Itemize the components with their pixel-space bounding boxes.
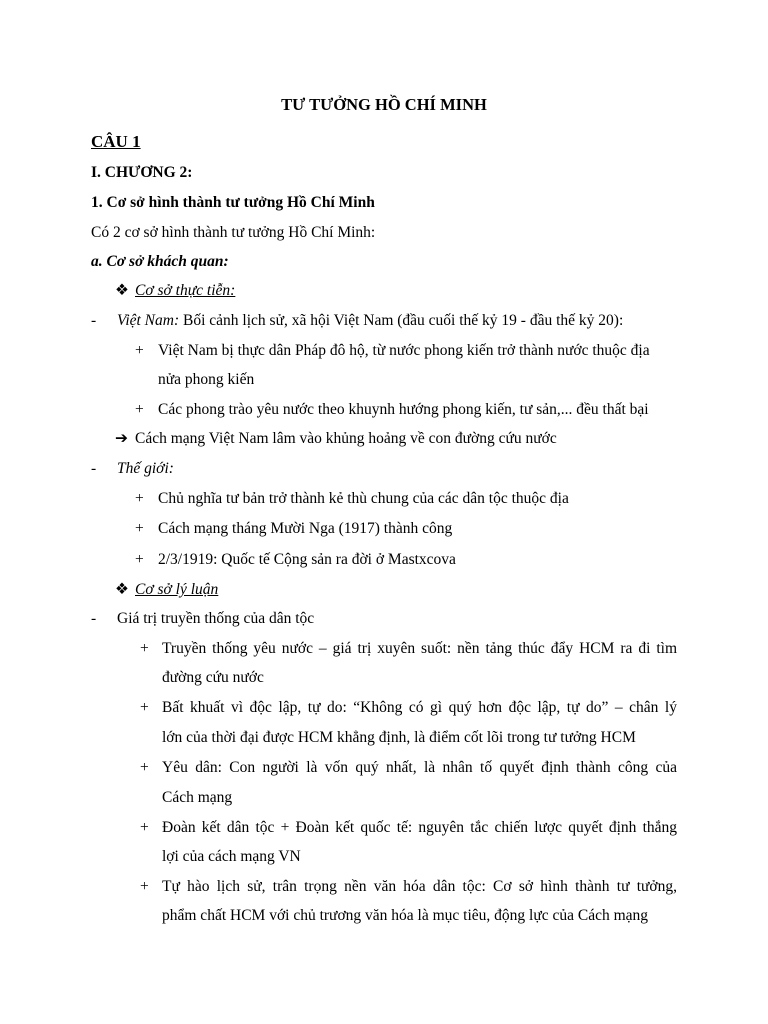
list-item: Các phong trào yêu nước theo khuynh hướng phong kiến, tư sản,... đều thất bại — [158, 401, 649, 418]
list-item-continuation: nửa phong kiến — [158, 371, 255, 388]
plus-bullet-icon: + — [140, 759, 149, 776]
diamond-bullet-icon: ❖ — [115, 282, 129, 299]
dash-bullet-icon: - — [91, 610, 97, 627]
practical-basis-heading: Cơ sở thực tiễn: — [135, 282, 236, 299]
list-item: Cách mạng tháng Mười Nga (1917) thành công — [158, 520, 453, 537]
list-item-continuation: đường cứu nước — [162, 669, 264, 686]
list-item: Bất khuất vì độc lập, tự do: “Không có gì quý hơn độc lập, tự do” – chân lý — [162, 699, 677, 716]
list-item: 2/3/1919: Quốc tế Cộng sản ra đời ở Mastxcova — [158, 551, 456, 568]
diamond-bullet-icon: ❖ — [115, 581, 129, 598]
list-item-continuation: Cách mạng — [162, 789, 233, 806]
list-item: Chủ nghĩa tư bản trở thành kẻ thù chung của các dân tộc thuộc địa — [158, 490, 569, 507]
list-item: Giá trị truyền thống của dân tộc — [117, 610, 315, 627]
question-heading: CÂU 1 — [91, 132, 141, 151]
plus-bullet-icon: + — [135, 520, 144, 537]
list-item-continuation: lớn của thời đại được HCM khẳng định, là điểm cốt lõi trong tư tưởng HCM — [162, 729, 636, 746]
plus-bullet-icon: + — [135, 551, 144, 568]
subsection-heading: a. Cơ sở khách quan: — [91, 253, 229, 270]
plus-bullet-icon: + — [135, 401, 144, 418]
vietnam-label: Việt Nam: — [117, 312, 180, 329]
dash-bullet-icon: - — [91, 312, 97, 329]
list-item — [117, 311, 623, 331]
plus-bullet-icon: + — [140, 819, 149, 836]
dash-bullet-icon: - — [91, 460, 97, 477]
list-item-continuation: lợi của cách mạng VN — [162, 848, 301, 865]
list-item: Yêu dân: Con người là vốn quý nhất, là nhân tố quyết định thành công của — [162, 759, 677, 776]
conclusion-text: Cách mạng Việt Nam lâm vào khủng hoảng về con đường cứu nước — [135, 430, 557, 447]
list-item-continuation: phẩm chất HCM với chủ trương văn hóa là mục tiêu, động lực của Cách mạng — [162, 907, 649, 924]
plus-bullet-icon: + — [140, 699, 149, 716]
theoretical-basis-heading: Cơ sở lý luận — [135, 581, 219, 598]
vietnam-text: Bối cảnh lịch sử, xã hội Việt Nam (đầu cuối thế kỷ 19 - đầu thế kỷ 20): — [179, 312, 624, 329]
plus-bullet-icon: + — [140, 878, 149, 895]
plus-bullet-icon: + — [140, 640, 149, 657]
section-heading: 1. Cơ sở hình thành tư tưởng Hồ Chí Minh — [91, 194, 375, 211]
world-label: Thế giới: — [117, 460, 174, 477]
list-item: Đoàn kết dân tộc + Đoàn kết quốc tế: nguyên tắc chiến lược quyết định thắng — [162, 819, 677, 836]
list-item: Việt Nam bị thực dân Pháp đô hộ, từ nước phong kiến trở thành nước thuộc địa — [158, 342, 650, 359]
chapter-heading: I. CHƯƠNG 2: — [91, 164, 193, 181]
list-item: Tự hào lịch sử, trân trọng nền văn hóa dân tộc: Cơ sở hình thành tư tưởng, — [162, 878, 677, 895]
arrow-right-icon: ➔ — [115, 430, 128, 447]
intro-paragraph: Có 2 cơ sở hình thành tư tưởng Hồ Chí Minh: — [91, 224, 376, 241]
document-title: TƯ TƯỞNG HỒ CHÍ MINH — [281, 95, 487, 114]
plus-bullet-icon: + — [135, 490, 144, 507]
plus-bullet-icon: + — [135, 342, 144, 359]
list-item: Truyền thống yêu nước – giá trị xuyên suốt: nền tảng thúc đẩy HCM ra đi tìm — [162, 640, 677, 657]
